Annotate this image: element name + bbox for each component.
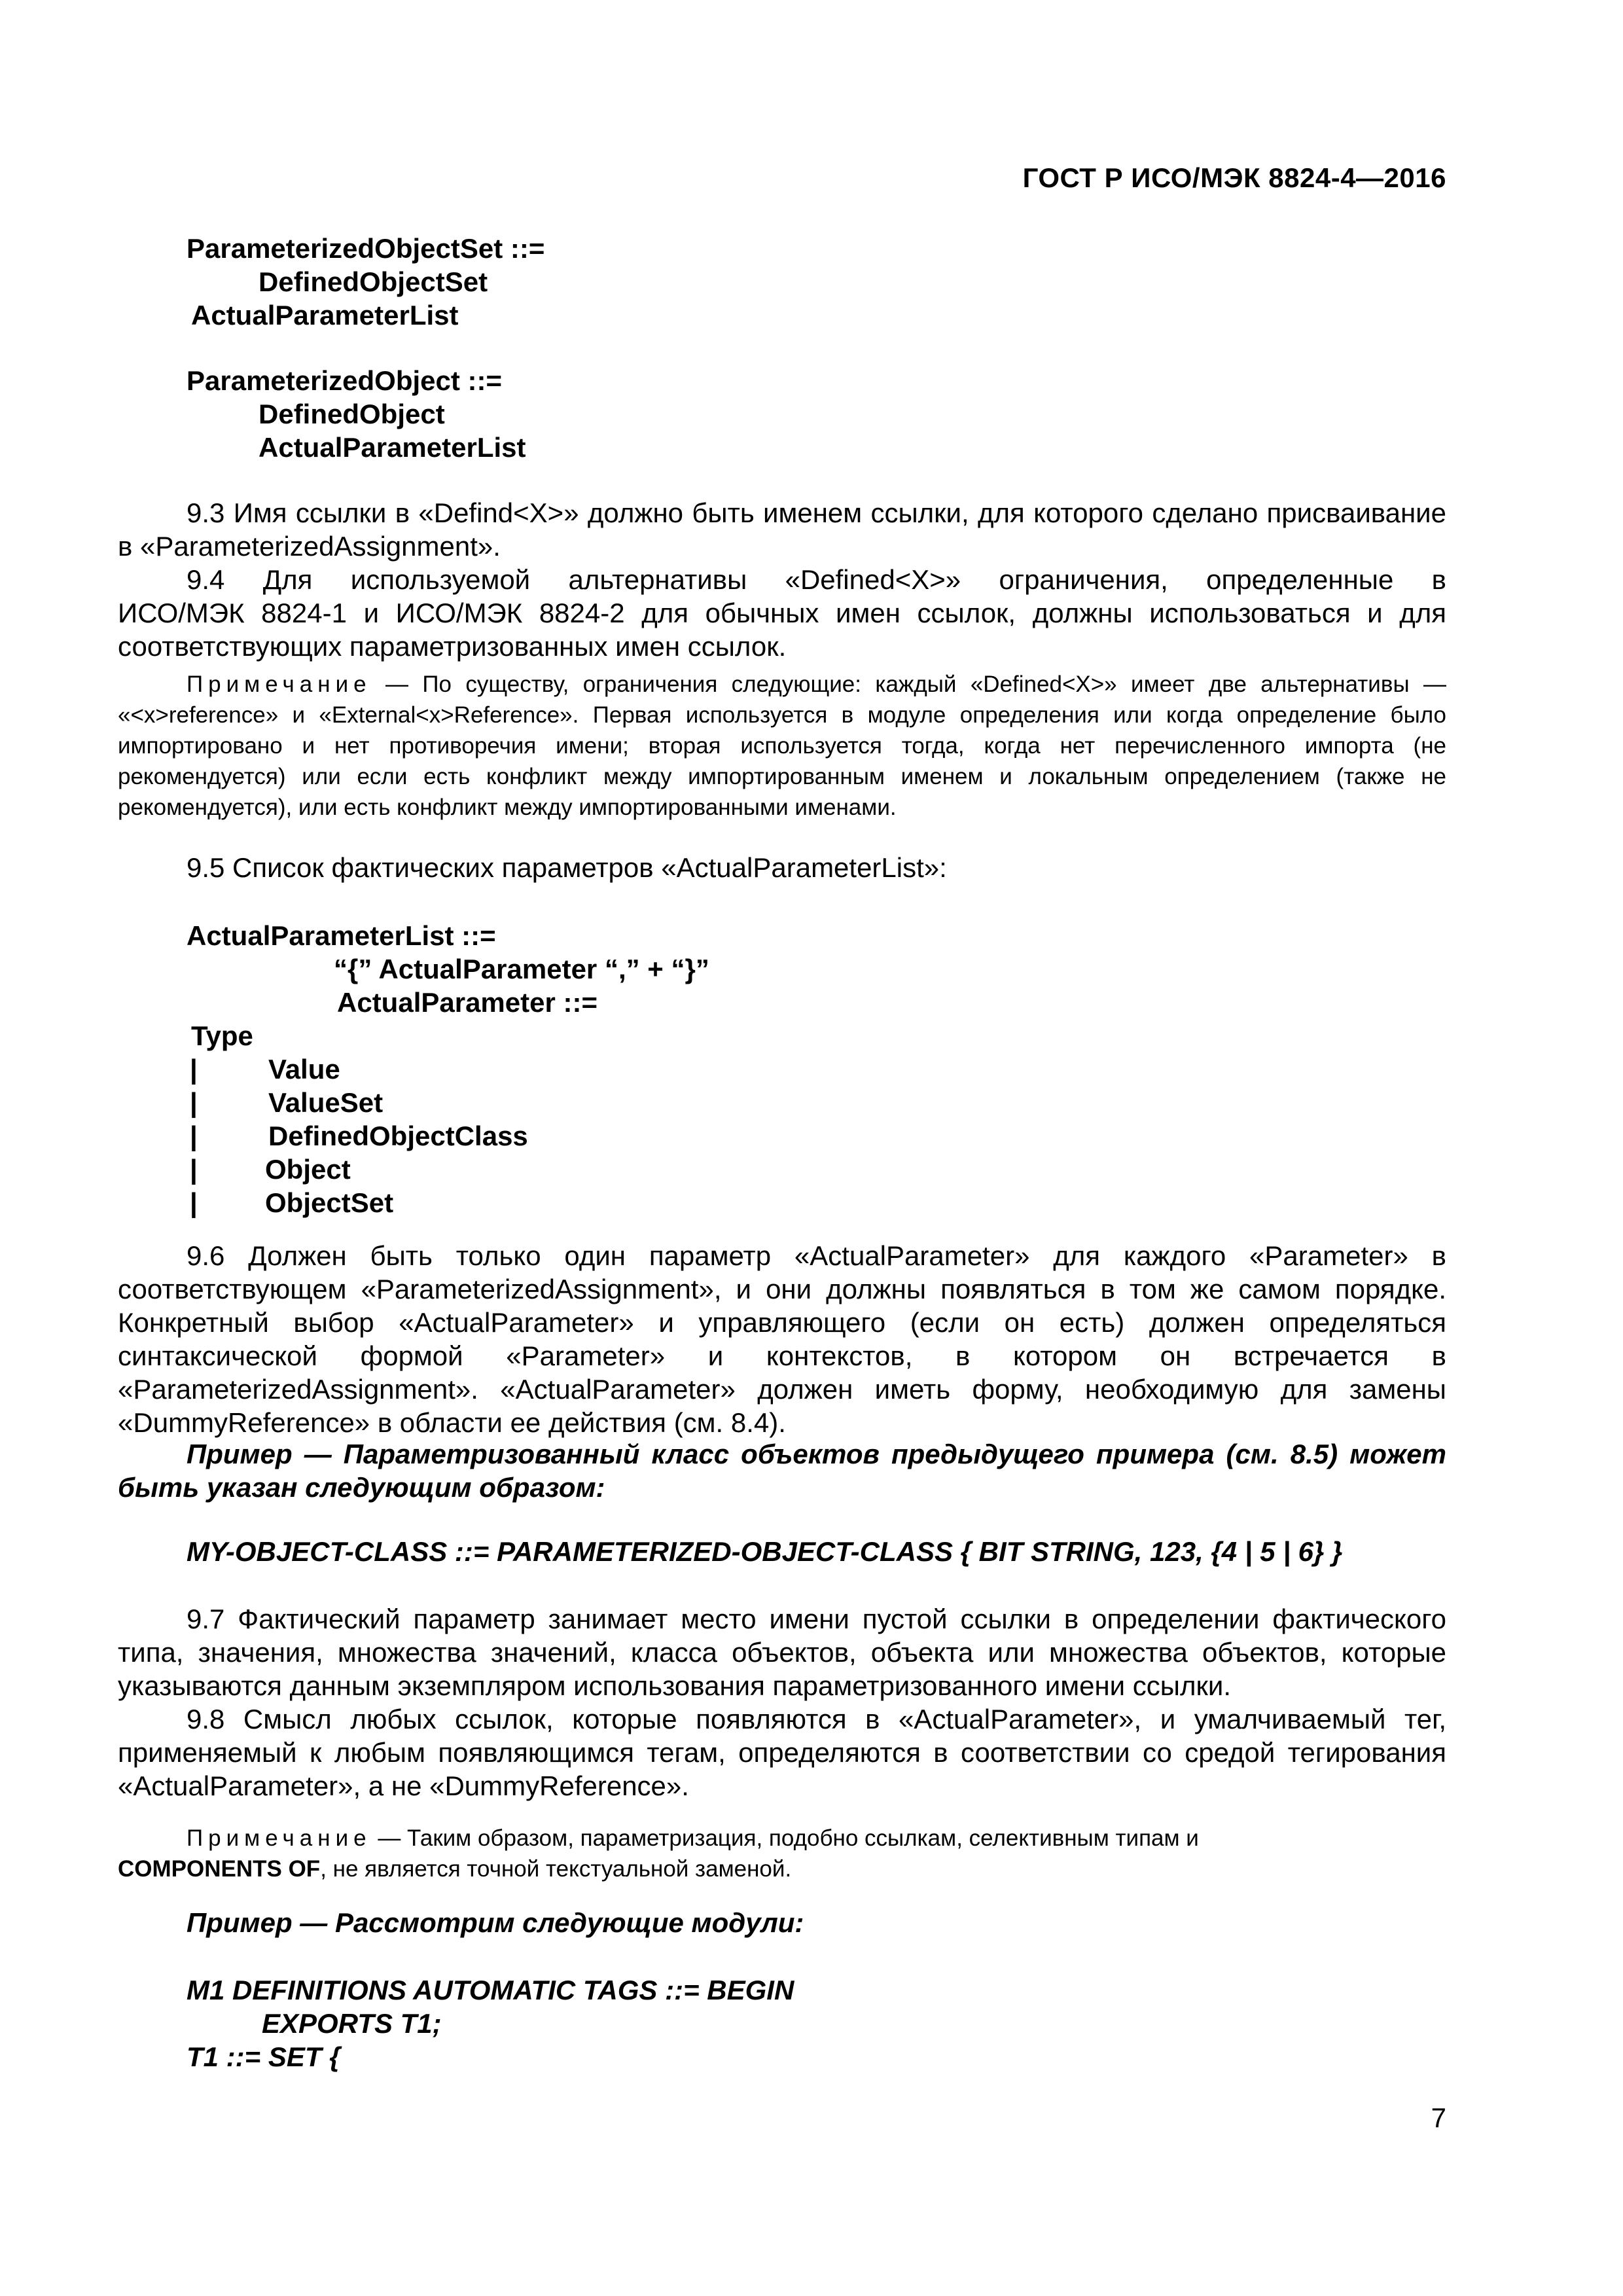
definition-line: DefinedObject [259, 399, 445, 429]
example-1: Пример — Параметризованный класс объектов предыдущего примера (см. 8.5) может быть указан следующим образом: [118, 1439, 1446, 1503]
syntax-line: ActualParameterList ::= [187, 920, 496, 951]
code-line: M1 DEFINITIONS AUTOMATIC TAGS ::= BEGIN [187, 1975, 794, 2005]
clause-9-6: 9.6 Должен быть только один параметр «ActualParameter» для каждого «Parameter» в соответствующем «ParameterizedAssignment», и они должны появляться в том же самом порядке. Конкретный выбор «ActualParameter» и управляющего (если он есть) должен определяться синтаксической формой «Parameter» и контекстов, в котором он встречается в «ParameterizedAssignment». «ActualParameter» должен иметь форму, необходимую для замены «DummyReference» в области ее действия (см. 8.4). [118, 1240, 1446, 1438]
note-text: — По существу, ограничения следующие: каждый «Defined<X>» имеет две альтернативы — «<x>reference» и «External<x>Reference». Первая используется в модуле определения или когда определение было импортировано и нет противоречия имени; вторая используется тогда, когда нет перечисленного импорта (не рекомендуется) или если есть конфликт между импортированным именем и локальным определением (также не рекомендуется), или есть конфликт между импортированными именами. [118, 672, 1446, 820]
note-2 [118, 1823, 1446, 1884]
definition-line: ActualParameterList [191, 300, 459, 331]
syntax-alternative: | ObjectSet [190, 1187, 394, 1218]
note-1 [118, 669, 1446, 823]
note-keyword: COMPONENTS OF [118, 1856, 321, 1882]
syntax-line: ActualParameter ::= [337, 987, 597, 1018]
code-example-2 [118, 1973, 1446, 2073]
definition-parameterized-object-set [118, 232, 1446, 332]
syntax-line: Type [191, 1020, 253, 1051]
clause-9-4-continued: ИСО/МЭК 8824-1 и ИСО/МЭК 8824-2 для обычных имен ссылок, должны использоваться и для соответствующих параметризованных имен ссылок. [118, 598, 1446, 662]
note-text-end: , не является точной текстуальной заменой. [320, 1856, 792, 1882]
clause-9-7: 9.7 Фактический параметр занимает место имени пустой ссылки в определении фактического типа, значения, множества значений, класса объектов, объекта или множества объектов, которые указываются данным экземпляром использования параметризованного имени ссылки. [118, 1604, 1446, 1701]
clauses-9-3-9-4 [118, 496, 1446, 663]
code-line: MY-OBJECT-CLASS ::= PARAMETERIZED-OBJECT-CLASS { BIT STRING, 123, {4 | 5 | 6} } [187, 1536, 1343, 1567]
code-line: EXPORTS T1; [262, 2008, 442, 2039]
example-2-block [118, 1906, 1446, 1939]
syntax-alternative: | ValueSet [190, 1087, 383, 1118]
syntax-line: “{” ActualParameter “,” + “}” [334, 954, 709, 984]
clause-9-8: 9.8 Смысл любых ссылок, которые появляются в «ActualParameter», и умалчиваемый тег, применяемый к любым появляющимся тегам, определяются в соответствии со средой тегирования «ActualParameter», а не «DummyReference». [118, 1704, 1446, 1801]
note-label: Примечание [187, 672, 372, 697]
example-2: Пример — Рассмотрим следующие модули: [187, 1907, 804, 1938]
note-label: Примечание [187, 1825, 372, 1851]
page-number: 7 [1431, 2102, 1446, 2133]
definition-parameterized-object [118, 364, 1446, 464]
code-example-1 [118, 1535, 1446, 1568]
clause-9-6-block [118, 1239, 1446, 1439]
standard-header: ГОСТ Р ИСО/МЭК 8824-4—2016 [1022, 162, 1446, 193]
syntax-alternative: | Object [190, 1154, 351, 1185]
clause-9-4-first-line: 9.4 Для используемой альтернативы «Defined<X>» ограничения, определенные в [187, 564, 1446, 595]
note-text: — Таким образом, параметризация, подобно ссылкам, селективным типам и [371, 1825, 1199, 1851]
syntax-alternative: | Value [190, 1054, 340, 1085]
clause-9-5: 9.5 Список фактических параметров «ActualParameterList»: [187, 852, 947, 883]
definition-line: ParameterizedObjectSet ::= [187, 233, 545, 264]
clause-9-3: 9.3 Имя ссылки в «Defind<X>» должно быть именем ссылки, для которого сделано присваивание в «ParameterizedAssignment». [118, 497, 1446, 562]
example-1-block [118, 1437, 1446, 1504]
clause-9-5-block [118, 851, 1446, 884]
definition-line: ActualParameterList [259, 432, 526, 463]
definition-line: DefinedObjectSet [259, 266, 488, 297]
code-line: T1 ::= SET { [187, 2041, 340, 2072]
definition-line: ParameterizedObject ::= [187, 365, 503, 396]
actual-parameter-list-syntax [118, 919, 1446, 1219]
clauses-9-7-9-8 [118, 1602, 1446, 1803]
syntax-alternative: | DefinedObjectClass [190, 1121, 528, 1151]
